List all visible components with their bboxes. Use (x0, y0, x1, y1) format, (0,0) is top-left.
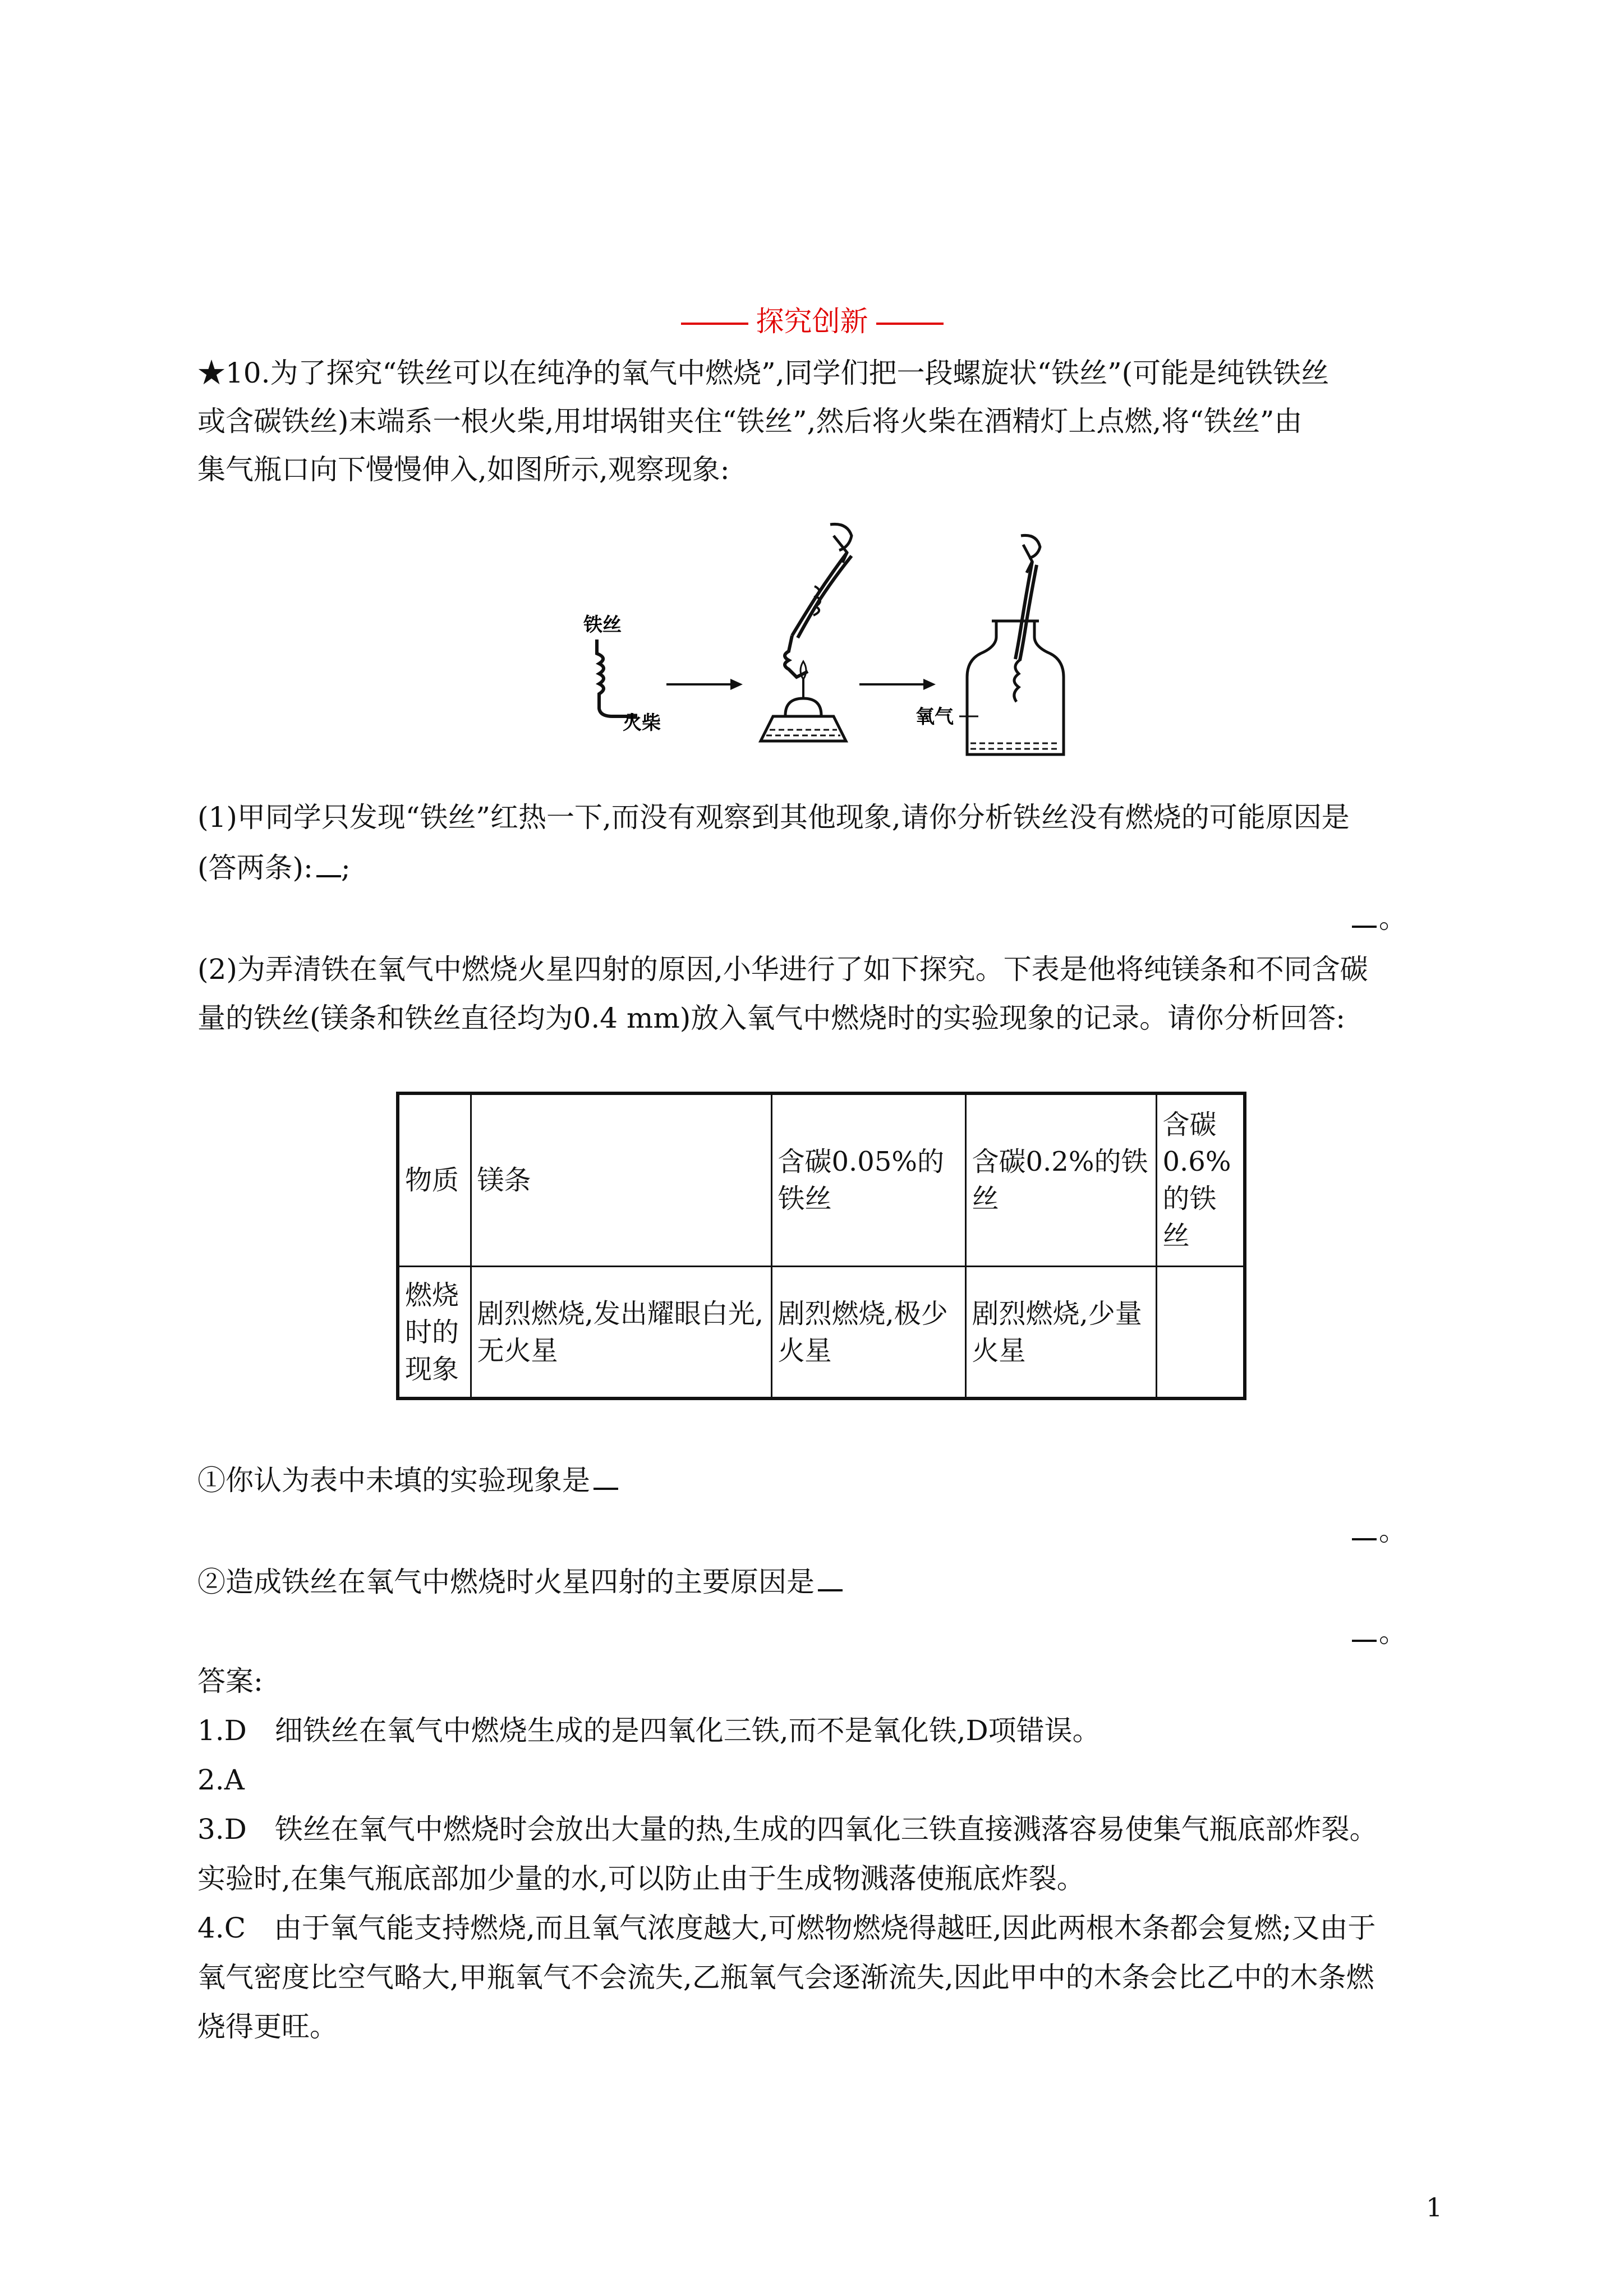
answer-blank[interactable] (1352, 1516, 1377, 1540)
answer-blank[interactable] (1352, 1617, 1377, 1642)
experiment-figure (583, 519, 1386, 783)
title-left-rule (681, 323, 748, 325)
table-cell: 含碳0.05%的铁丝 (771, 1093, 965, 1267)
sub2-line: ②造成铁丝在氧气中燃烧时火星四射的主要原因是 (197, 1567, 843, 1596)
experiment-results-table (396, 1092, 1246, 1400)
answer-line: 3.D 铁丝在氧气中燃烧时会放出大量的热,生成的四氧化三铁直接溅落容易使集气瓶底部炸裂。 (197, 1813, 1378, 1846)
heated-wire-icon (785, 636, 808, 677)
answer-blank[interactable] (316, 853, 341, 877)
table-cell-empty[interactable] (1156, 1267, 1245, 1398)
answers-heading: 答案: (197, 1665, 263, 1697)
figure-label-match: 火柴 (623, 712, 661, 734)
part1-line-end: 。 (1352, 903, 1407, 932)
sub2-line-end: 。 (1352, 1617, 1407, 1646)
answer-blank[interactable] (818, 1567, 843, 1591)
section-title-text: 探究创新 (756, 305, 868, 338)
part1-line-2: (答两条): ; (197, 852, 351, 884)
figure-label-oxygen: 氧气 (915, 706, 954, 728)
arrow-right-icon (666, 679, 743, 690)
question-number: ★10. (197, 357, 270, 389)
answer-line: 4.C 由于氧气能支持燃烧,而且氧气浓度越大,可燃物燃烧得越旺,因此两根木条都会复燃;又由于 (197, 1912, 1376, 1944)
question-intro-line-3: 集气瓶口向下慢慢伸入,如图所示,观察现象: (197, 453, 730, 486)
table-row (398, 1093, 1245, 1267)
answer-line: 实验时,在集气瓶底部加少量的水,可以防止由于生成物溅落使瓶底炸裂。 (197, 1862, 1085, 1895)
title-right-rule (876, 323, 944, 325)
table-cell: 含碳0.2%的铁丝 (965, 1093, 1156, 1267)
figure-label-iron-wire: 铁丝 (583, 614, 622, 636)
iron-wire-coil-icon (597, 639, 637, 716)
table-cell: 物质 (398, 1093, 471, 1267)
table-cell: 镁条 (471, 1093, 771, 1267)
part2-line-2: 量的铁丝(镁条和铁丝直径均为0.4 mm)放入氧气中燃烧时的实验现象的记录。请你分析回答: (197, 1002, 1346, 1034)
table-row (398, 1267, 1245, 1398)
answer-line: 氧气密度比空气略大,甲瓶氧气不会流失,乙瓶氧气会逐渐流失,因此甲中的木条会比乙中的木条燃 (197, 1961, 1374, 1994)
crucible-tongs-icon (1014, 535, 1040, 702)
answer-line: 2.A (197, 1764, 245, 1796)
gas-bottle-icon (967, 621, 1064, 754)
crucible-tongs-icon (792, 524, 852, 638)
answer-blank[interactable] (1352, 903, 1377, 928)
part2-line-1: (2)为弄清铁在氧气中燃烧火星四射的原因,小华进行了如下探究。下表是他将纯镁条和不同含碳 (197, 953, 1368, 986)
page-number: 1 (1426, 2192, 1443, 2223)
answer-blank[interactable] (594, 1465, 618, 1490)
table-cell: 燃烧时的现象 (398, 1267, 471, 1398)
question-intro-line-2: 或含碳铁丝)末端系一根火柴,用坩埚钳夹住“铁丝”,然后将火柴在酒精灯上点燃,将“铁丝”由 (197, 405, 1303, 438)
section-title (0, 305, 1624, 338)
answer-line: 1.D 细铁丝在氧气中燃烧生成的是四氧化三铁,而不是氧化铁,D项错误。 (197, 1714, 1101, 1747)
arrow-right-icon (859, 679, 936, 690)
table-cell: 含碳0.6%的铁丝 (1156, 1093, 1245, 1267)
table-cell: 剧烈燃烧,发出耀眼白光,无火星 (471, 1267, 771, 1398)
answer-line: 烧得更旺。 (197, 2010, 338, 2043)
table-cell: 剧烈燃烧,少量火星 (965, 1267, 1156, 1398)
question-intro-line-1: ★10.为了探究“铁丝可以在纯净的氧气中燃烧”,同学们把一段螺旋状“铁丝”(可能是纯铁铁丝 (197, 357, 1329, 389)
part1-line-1: (1)甲同学只发现“铁丝”红热一下,而没有观察到其他现象,请你分析铁丝没有燃烧的可能原因是 (197, 801, 1350, 834)
sub1-line: ①你认为表中未填的实验现象是 (197, 1465, 618, 1494)
sub1-line-end: 。 (1352, 1516, 1407, 1545)
table-cell: 剧烈燃烧,极少火星 (771, 1267, 965, 1398)
